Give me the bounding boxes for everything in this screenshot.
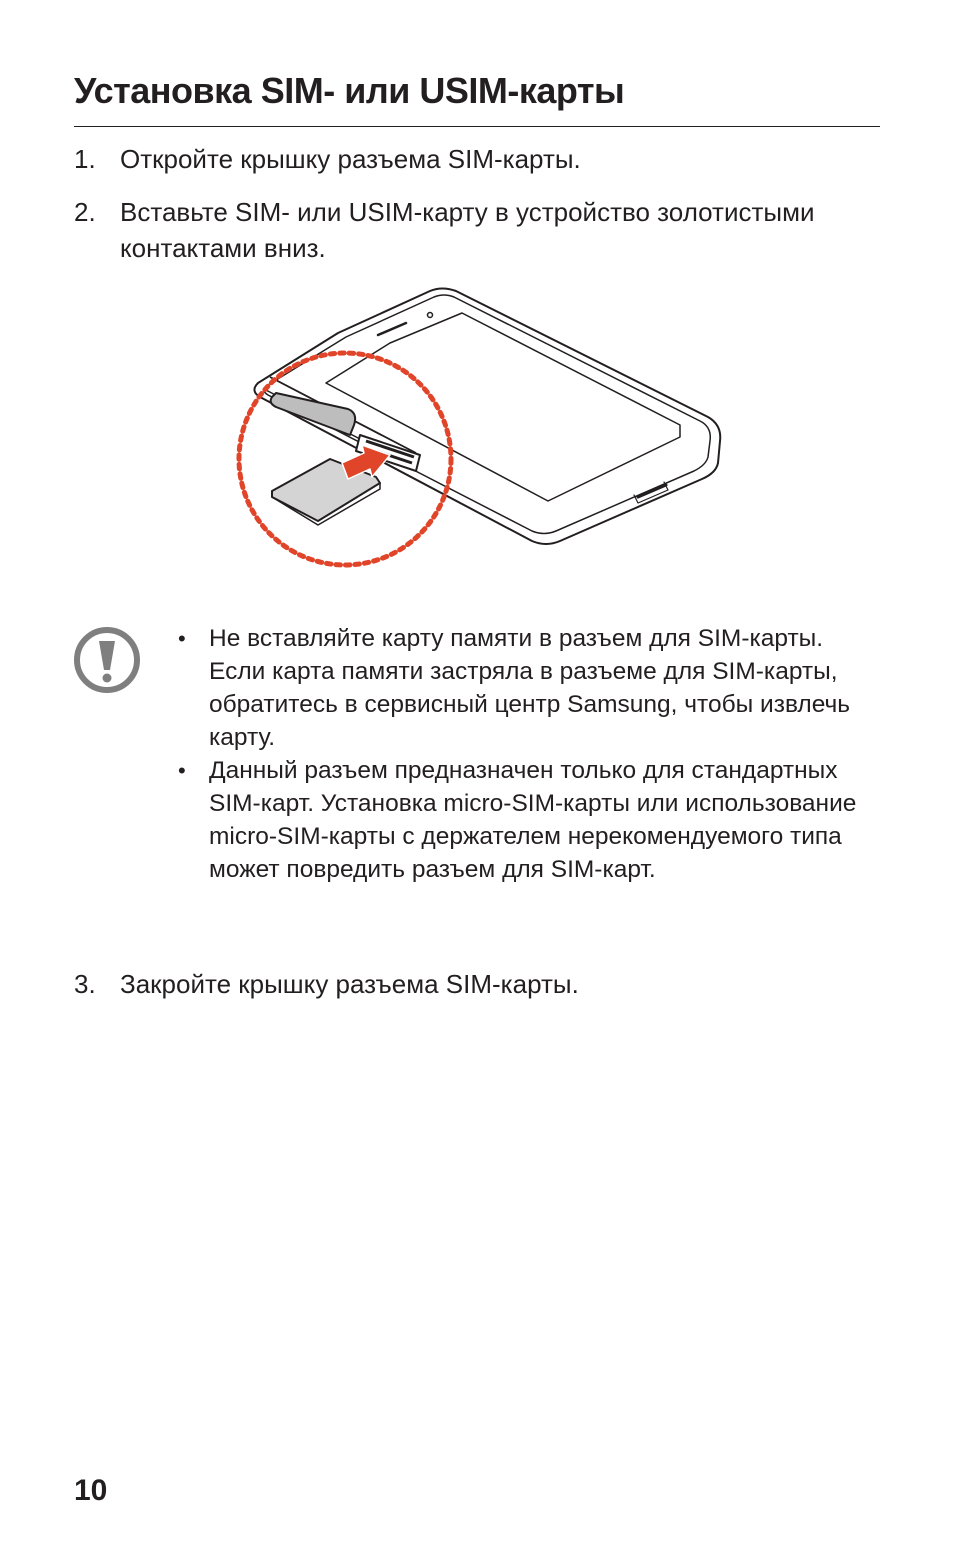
- bullet: •: [178, 758, 186, 783]
- tablet-port: [638, 485, 666, 497]
- tablet-speaker: [378, 323, 406, 335]
- page-title: Установка SIM- или USIM-карты: [74, 70, 625, 111]
- step-3: [74, 966, 880, 1002]
- tablet-screen: [326, 313, 680, 501]
- detail-zoom: [264, 377, 420, 525]
- caution-note-1-text: Не вставляйте карту памяти в разъем для SIM-карты. Если карта памяти застряла в разъеме для SIM-карты, обратитесь в сервисный центр Samsung, чтобы извлечь карту.: [209, 625, 851, 751]
- step-2-number: 2.: [74, 197, 96, 227]
- step-2: [74, 194, 880, 266]
- tablet-camera: [428, 313, 433, 318]
- caution-note-2-text: Данный разъем предназначен только для стандартных SIM-карт. Установка micro-SIM-карты или использование micro-SIM-карты с держателем нерекомендуемого типа может повредить разъем для SIM-карт.: [209, 757, 857, 883]
- caution-note-1: [178, 622, 868, 754]
- step-1-number: 1.: [74, 144, 96, 174]
- title-divider: [74, 126, 880, 127]
- step-3-number: 3.: [74, 969, 96, 999]
- caution-notes: [178, 622, 868, 886]
- caution-note-2: [178, 754, 868, 886]
- step-1-text: Откройте крышку разъема SIM-карты.: [120, 144, 581, 174]
- step-3-text: Закройте крышку разъема SIM-карты.: [120, 969, 579, 999]
- step-2-text: Вставьте SIM- или USIM-карту в устройство золотистыми контактами вниз.: [120, 197, 815, 263]
- step-1: [74, 141, 880, 177]
- bullet: •: [178, 626, 186, 651]
- page-number: 10: [74, 1474, 108, 1507]
- caution-icon: [73, 626, 141, 694]
- sim-insertion-illustration: [230, 285, 730, 575]
